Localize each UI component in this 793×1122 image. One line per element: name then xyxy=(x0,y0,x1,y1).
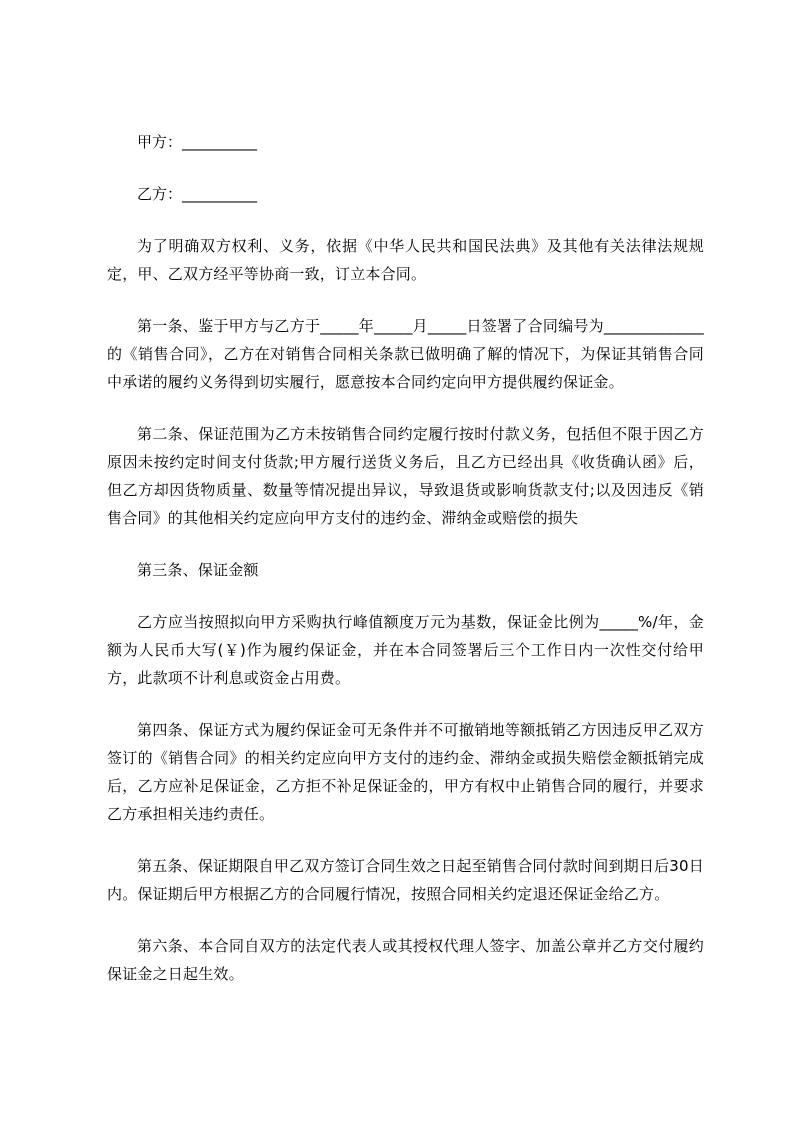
article-2: 第二条、保证范围为乙方未按销售合同约定履行按时付款义务，包括但不限于因乙方原因未按约定时间支付货款;甲方履行送货义务后，且乙方已经出具《收货确认函》后，但乙方却因货物质量、数量等情况提出异议，导致退货或影响货款支付;以及因违反《销售合同》的其他相关约定应向甲方支付的违约金、滞纳金或赔偿的损失 xyxy=(107,425,704,527)
spacer xyxy=(107,828,704,852)
spacer xyxy=(107,584,704,608)
spacer xyxy=(107,396,704,420)
party-b-blank: __________ xyxy=(182,185,258,203)
spacer xyxy=(107,288,704,312)
spacer xyxy=(107,532,704,556)
party-b-line xyxy=(107,180,704,208)
document-body xyxy=(107,128,704,988)
party-a-label: 甲方： xyxy=(137,133,183,151)
spacer xyxy=(107,156,704,180)
article-3-title: 第三条、保证金额 xyxy=(137,561,259,579)
article-1: 第一条、鉴于甲方与乙方于_____年_____月_____日签署了合同编号为_____________的《销售合同》，乙方在对销售合同相关条款已做明确了解的情况下，为保证其销售合同中承诺的履约义务得到切实履行，愿意按本合同约定向甲方提供履约保证金。 xyxy=(107,317,704,391)
party-a-line xyxy=(107,128,704,156)
article-6: 第六条、本合同自双方的法定代表人或其授权代理人签字、加盖公章并乙方交付履约保证金之日起生效。 xyxy=(107,937,704,983)
party-a-blank: __________ xyxy=(182,133,258,151)
party-b-label: 乙方： xyxy=(137,185,183,203)
intro-paragraph: 为了明确双方权利、义务，依据《中华人民共和国民法典》及其他有关法律法规规定，甲、乙双方经平等协商一致，订立本合同。 xyxy=(107,237,704,283)
spacer xyxy=(107,208,704,232)
spacer xyxy=(107,908,704,932)
article-5: 第五条、保证期限自甲乙双方签订合同生效之日起至销售合同付款时间到期日后30日内。保证期后甲方根据乙方的合同履行情况，按照合同相关约定退还保证金给乙方。 xyxy=(107,857,704,903)
article-3-body: 乙方应当按照拟向甲方采购执行峰值额度万元为基数，保证金比例为_____%/年，金额为人民币大写(￥)作为履约保证金，并在本合同签署后三个工作日内一次性交付给甲方，此款项不计利息或资金占用费。 xyxy=(107,613,704,687)
article-4: 第四条、保证方式为履约保证金可无条件并不可撤销地等额抵销乙方因违反甲乙双方签订的《销售合同》的相关约定应向甲方支付的违约金、滞纳金或损失赔偿金额抵销完成后，乙方应补足保证金，乙方拒不补足保证金的，甲方有权中止销售合同的履行，并要求乙方承担相关违约责任。 xyxy=(107,721,704,823)
spacer xyxy=(107,692,704,716)
